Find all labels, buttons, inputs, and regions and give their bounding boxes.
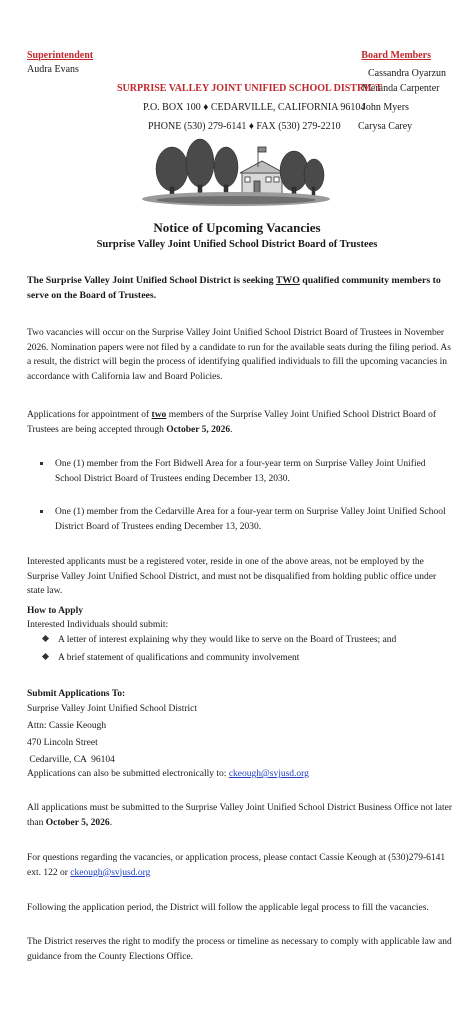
submit-line: Surprise Valley Joint Unified School District [27, 704, 198, 714]
school-illustration [142, 137, 330, 209]
board-member: Cassandra Oyarzun [368, 68, 447, 79]
applications-emphasis: two [151, 410, 167, 420]
tree-icon [156, 139, 324, 197]
deadline-paragraph [27, 801, 452, 830]
diamond-bullet-icon [42, 653, 49, 660]
email-link[interactable]: ckeough@svjusd.org [228, 769, 309, 779]
superintendent-label: Superintendent [27, 50, 94, 61]
square-bullet-icon [40, 510, 43, 513]
superintendent-name: Audra Evans [27, 64, 79, 75]
questions-text: For questions regarding the vacancies, or application process, please contact Cassie Keough at (530)279-6141 ext. 122 or [27, 853, 446, 878]
deadline-text: . [109, 817, 113, 828]
notice-title: Notice of Upcoming Vacancies [153, 220, 321, 235]
questions-paragraph [27, 851, 452, 880]
lead-paragraph [27, 274, 452, 303]
submit-heading: Submit Applications To: [27, 689, 126, 699]
ground-icon [142, 192, 330, 206]
lead-text: The Surprise Valley Joint Unified School District is seeking [27, 275, 276, 286]
district-address: P.O. BOX 100 ♦ CEDARVILLE, CALIFORNIA 96104 [143, 102, 366, 113]
board-member: Meranda Carpenter [362, 83, 440, 94]
applications-text: members of the Surprise Valley Joint Unified School District Board of Trustees are being accepted through [27, 410, 437, 435]
submit-item-text: A letter of interest explaining why they would like to serve on the Board of Trustees; and [58, 635, 397, 645]
email-link[interactable]: ckeough@svjusd.org [70, 867, 151, 878]
deadline-text: All applications must be submitted to the Surprise Valley Joint Unified School District Business Office not later than [27, 803, 452, 828]
lead-emphasis: TWO [275, 275, 300, 286]
submit-item-text: A brief statement of qualifications and community involvement [58, 653, 300, 663]
lead-text: qualified community members to serve on the Board of Trustees. [27, 275, 441, 301]
eligibility-paragraph: Interested applicants must be a registered voter, reside in one of the above areas, not be employed by the Surprise Valley Joint Unified School District, and must not be disqualified from holding public office under state law. [27, 557, 437, 596]
applications-text: . [230, 424, 233, 435]
how-to-apply-heading: How to Apply [27, 606, 83, 616]
district-phone: PHONE (530) 279-6141 ♦ FAX (530) 279-2210 [148, 121, 341, 132]
deadline-date: October 5, 2026 [45, 817, 110, 828]
applications-text: Applications for appointment of [27, 410, 152, 420]
board-member: John Myers [362, 102, 409, 113]
diamond-bullet-icon [42, 635, 49, 642]
notice-subtitle: Surprise Valley Joint Unified School District Board of Trustees [96, 239, 378, 250]
how-to-apply-intro: Interested Individuals should submit: [27, 620, 169, 630]
square-bullet-icon [40, 462, 43, 465]
applications-date: October 5, 2026 [166, 424, 231, 435]
vacancy-paragraph: Two vacancies will occur on the Surprise Valley Joint Unified School District Board of Trustees in November 2026. Nomination papers were not filed by a candidate to run for the available seats during the filing period. As a result, the district will begin the process of identifying qualified individuals to fill the upcoming vacancies in accordance with California law and Board Policies. [27, 328, 451, 382]
electronic-text: Applications can also be submitted electronically to: [27, 769, 229, 779]
school-building-icon [240, 147, 284, 195]
following-paragraph: Following the application period, the District will follow the applicable legal process to fill the vacancies. [27, 903, 429, 913]
board-member: Carysa Carey [358, 121, 413, 132]
submit-line: Cedarville, CA 96104 [27, 755, 115, 765]
submit-line: 470 Lincoln Street [27, 738, 98, 748]
board-members-label: Board Members [361, 50, 431, 61]
seat-text: One (1) member from the Cedarville Area for a four-year term on Surprise Valley Joint Unified School District Board of Trustees ending December 13, 2030. [55, 507, 446, 532]
reserves-paragraph: The District reserves the right to modify the process or timeline as necessary to comply with applicable law and guidance from the County Elections Office. [27, 937, 452, 962]
electronic-submission [27, 768, 309, 781]
district-name: SURPRISE VALLEY JOINT UNIFIED SCHOOL DISTRICT [117, 83, 382, 94]
applications-paragraph [27, 408, 452, 437]
seat-text: One (1) member from the Fort Bidwell Area for a four-year term on Surprise Valley Joint Unified School District Board of Trustees ending December 13, 2030. [55, 459, 426, 484]
submit-line: Attn: Cassie Keough [27, 721, 107, 731]
